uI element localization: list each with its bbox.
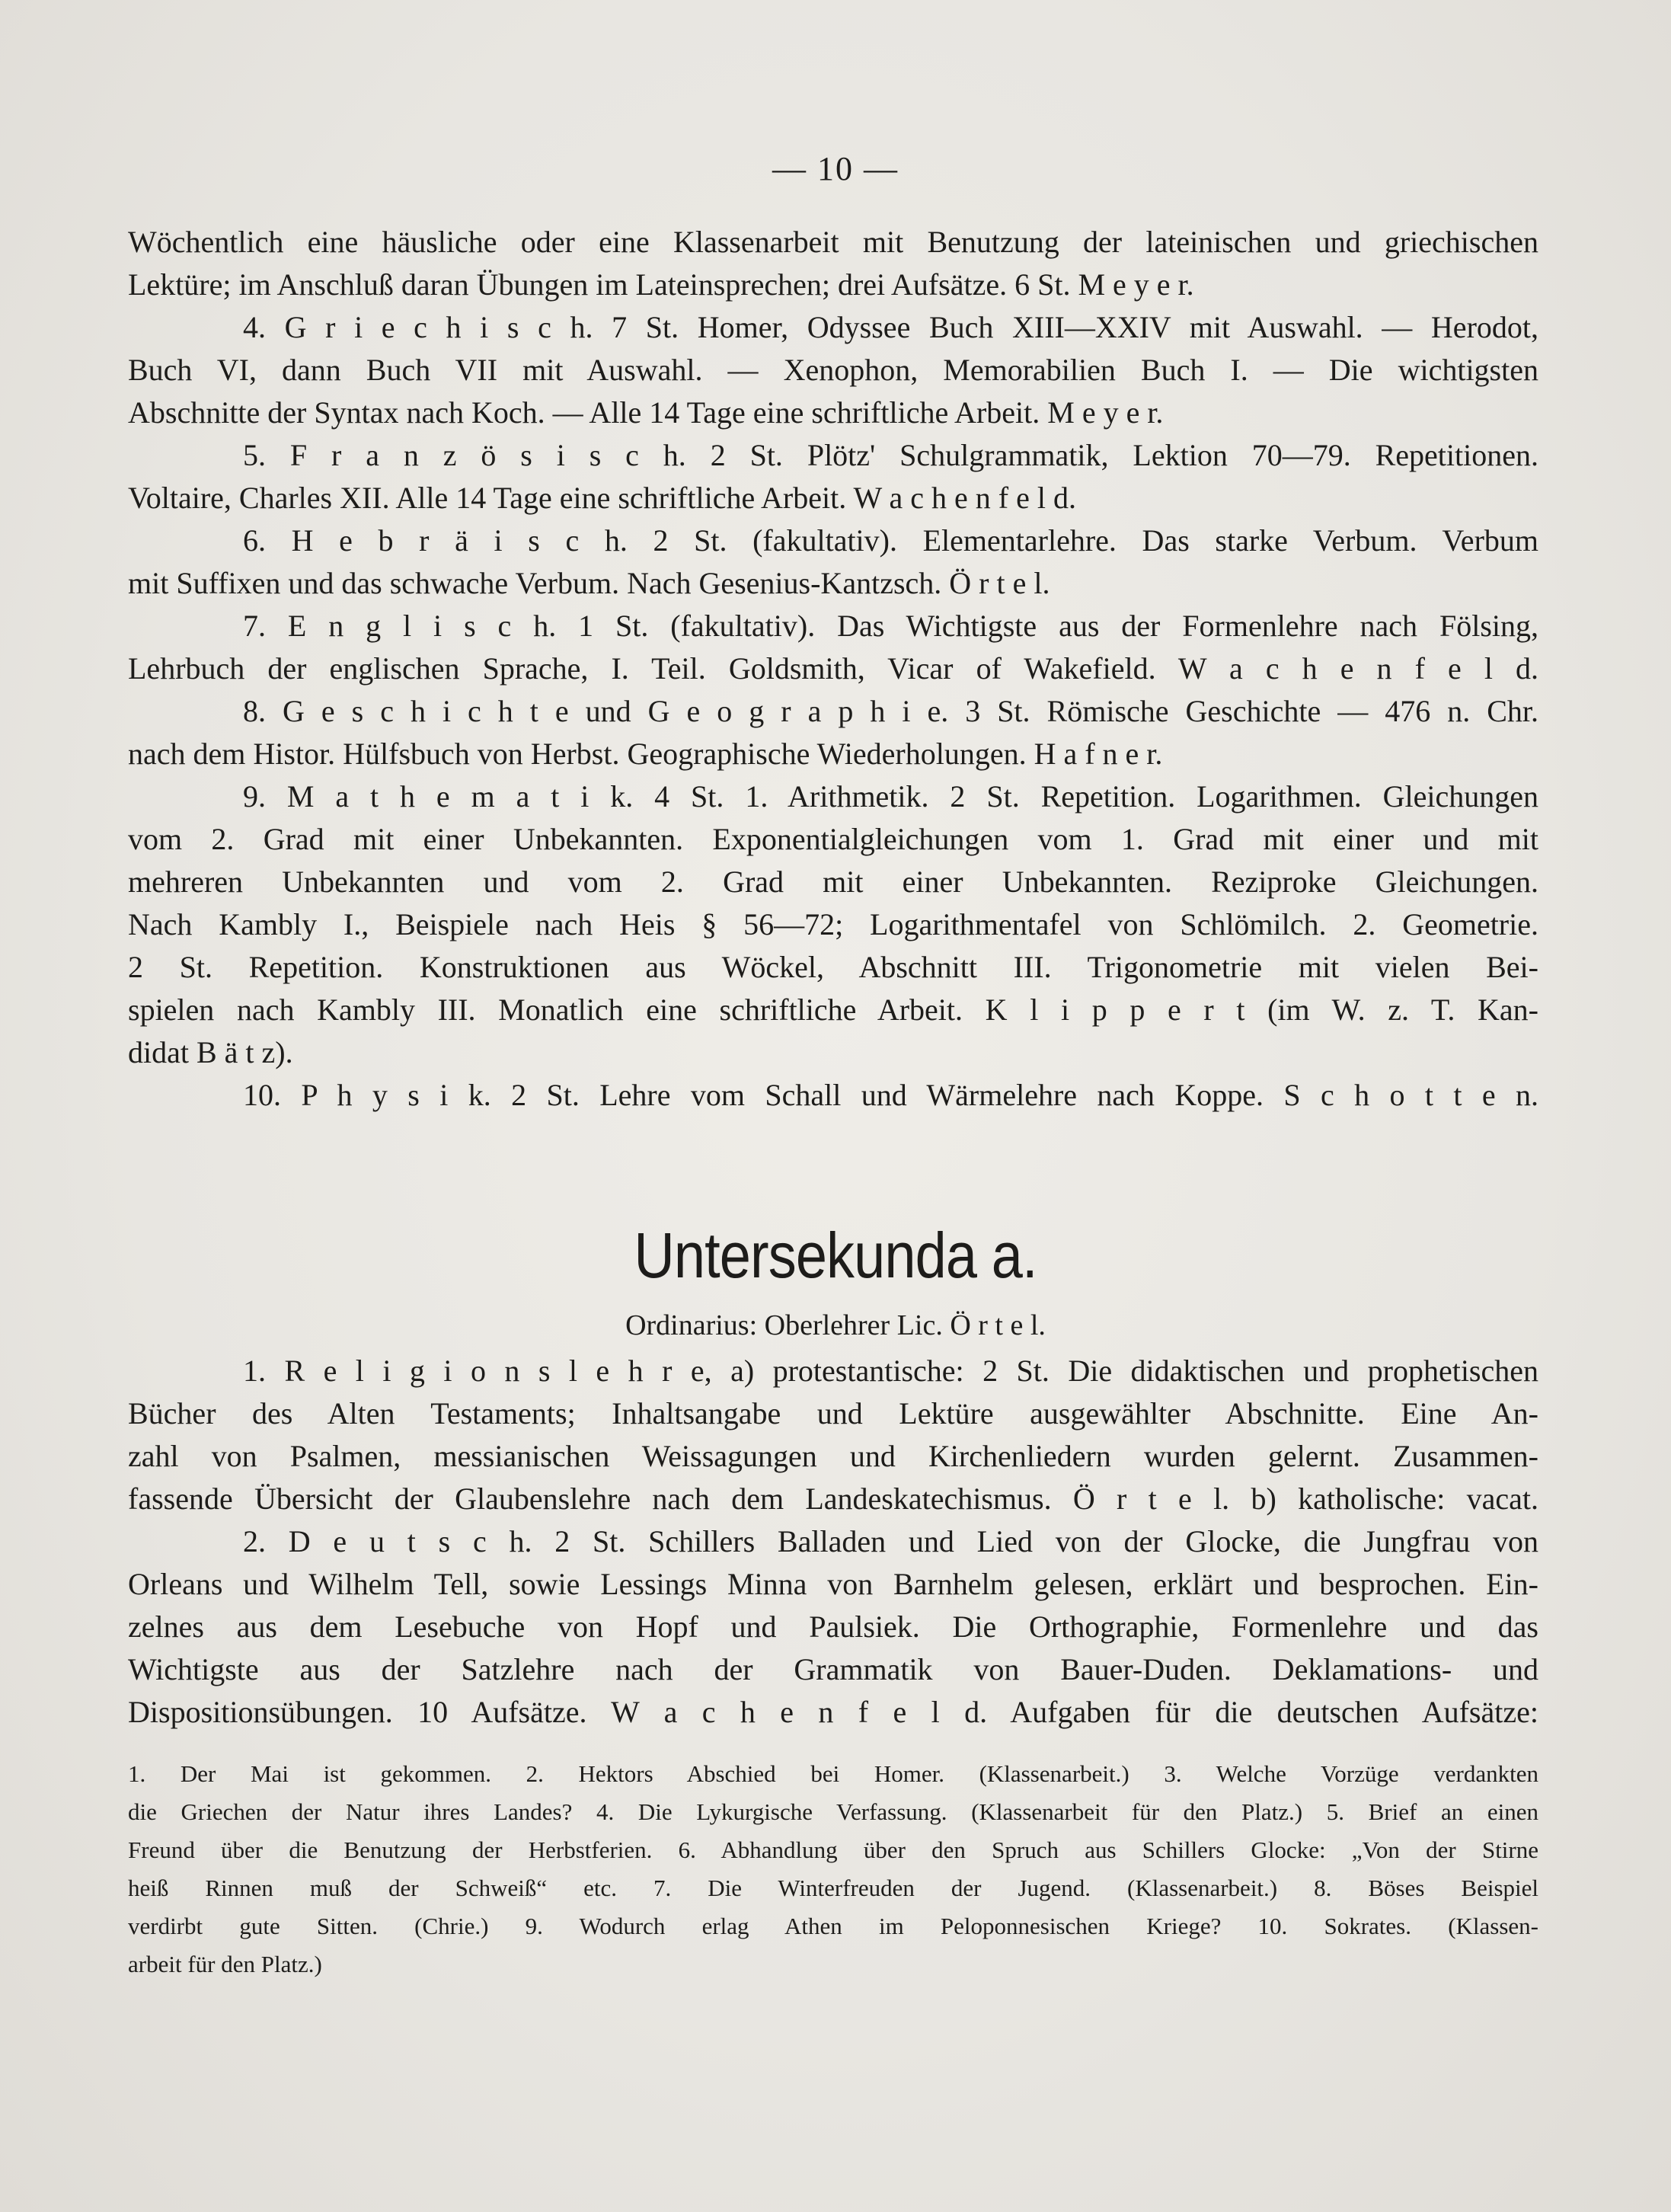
subject-deutsch: 2. D e u t s c h. 2 St. Schillers Balladen und Lied von der Glocke, die Jungfrau von: [243, 1524, 1538, 1558]
subject-mathematik: 9. M a t h e m a t i k. 4 St. 1. Arithmetik. 2 St. Repetition. Logarithmen. Gleichungen: [243, 779, 1538, 814]
text-line: Wöchentlich eine häusliche oder eine Klassenarbeit mit Benutzung der lateinischen und griechischen: [128, 225, 1538, 259]
text-line: spielen nach Kambly III. Monatlich eine schriftliche Arbeit. K l i p p e r t (im W. z. T. Kan-: [128, 993, 1538, 1027]
text-line: Nach Kambly I., Beispiele nach Heis § 56—72; Logarithmentafel von Schlömilch. 2. Geometrie.: [128, 907, 1538, 941]
subject-religionslehre: 1. R e l i g i o n s l e h r e, a) protestantische: 2 St. Die didaktischen und prophetischen: [243, 1354, 1538, 1388]
text-line: fassende Übersicht der Glaubenslehre nach dem Landeskatechismus. Ö r t e l. b) katholische: vacat.: [128, 1482, 1538, 1516]
subject-physik: 10. P h y s i k. 2 St. Lehre vom Schall und Wärmelehre nach Koppe. S c h o t t e n.: [243, 1078, 1538, 1112]
text-line: Voltaire, Charles XII. Alle 14 Tage eine schriftliche Arbeit. W a c h e n f e l d.: [128, 481, 1076, 515]
text-line: Dispositionsübungen. 10 Aufsätze. W a c h e n f e l d. Aufgaben für die deutschen Aufsätze:: [128, 1695, 1538, 1729]
text-line: zahl von Psalmen, messianischen Weissagungen und Kirchenliedern wurden gelernt. Zusammen-: [128, 1439, 1538, 1473]
subject-hebraeisch: 6. H e b r ä i s c h. 2 St. (fakultativ). Elementarlehre. Das starke Verbum. Verbum: [243, 523, 1538, 558]
page-number: — 10 —: [772, 150, 899, 187]
text-line: mehreren Unbekannten und vom 2. Grad mit einer Unbekannten. Reziproke Gleichungen.: [128, 865, 1538, 899]
footnote-line: verdirbt gute Sitten. (Chrie.) 9. Wodurch erlag Athen im Peloponnesischen Kriege? 10. Sokrates. (Klassen-: [128, 1913, 1538, 1939]
footnote-line: heiß Rinnen muß der Schweiß“ etc. 7. Die Winterfreuden der Jugend. (Klassenarbeit.) 8. Böses Beispiel: [128, 1875, 1538, 1901]
text-line: vom 2. Grad mit einer Unbekannten. Exponentialgleichungen vom 1. Grad mit einer und mit: [128, 822, 1538, 856]
text-line: 2 St. Repetition. Konstruktionen aus Wöckel, Abschnitt III. Trigonometrie mit vielen Bei-: [128, 950, 1538, 984]
text-line: Bücher des Alten Testaments; Inhaltsangabe und Lektüre ausgewählter Abschnitte. Eine An-: [128, 1396, 1538, 1430]
footnote-line: 1. Der Mai ist gekommen. 2. Hektors Abschied bei Homer. (Klassenarbeit.) 3. Welche Vorzüge verdankten: [128, 1760, 1538, 1787]
subject-franzoesisch: 5. F r a n z ö s i s c h. 2 St. Plötz' Schulgrammatik, Lektion 70—79. Repetitionen.: [243, 438, 1538, 472]
text-line: Orleans und Wilhelm Tell, sowie Lessings Minna von Barnhelm gelesen, erklärt und besprochen. Ein-: [128, 1567, 1538, 1601]
text-line: Wichtigste aus der Satzlehre nach der Grammatik von Bauer-Duden. Deklamations- und: [128, 1652, 1538, 1686]
text-line: zelnes aus dem Lesebuche von Hopf und Paulsiek. Die Orthographie, Formenlehre und das: [128, 1609, 1538, 1644]
footnote-line: die Griechen der Natur ihres Landes? 4. Die Lykurgische Verfassung. (Klassenarbeit für den Platz.) 5. Brief an einen: [128, 1798, 1538, 1825]
text-line: Abschnitte der Syntax nach Koch. — Alle 14 Tage eine schriftliche Arbeit. M e y e r.: [128, 395, 1164, 430]
section-heading: Untersekunda a.: [634, 1219, 1037, 1291]
section-subheading: Ordinarius: Oberlehrer Lic. Ö r t e l.: [625, 1309, 1046, 1341]
footnote-line: arbeit für den Platz.): [128, 1951, 322, 1977]
text-line: didat B ä t z).: [128, 1035, 293, 1069]
text-line: nach dem Histor. Hülfsbuch von Herbst. Geographische Wiederholungen. H a f n e r.: [128, 737, 1163, 771]
text-line: mit Suffixen und das schwache Verbum. Nach Gesenius-Kantzsch. Ö r t e l.: [128, 566, 1050, 600]
subject-englisch: 7. E n g l i s c h. 1 St. (fakultativ). Das Wichtigste aus der Formenlehre nach Fölsing,: [243, 609, 1538, 643]
text-line: Buch VI, dann Buch VII mit Auswahl. — Xenophon, Memorabilien Buch I. — Die wichtigsten: [128, 353, 1538, 387]
subject-geschichte: 8. G e s c h i c h t e und G e o g r a p h i e. 3 St. Römische Geschichte — 476 n. Chr.: [243, 694, 1538, 728]
text-line: Lehrbuch der englischen Sprache, I. Teil. Goldsmith, Vicar of Wakefield. W a c h e n f e l d.: [128, 651, 1538, 686]
footnote-line: Freund über die Benutzung der Herbstferien. 6. Abhandlung über den Spruch aus Schillers Glocke: „Von der Stirne: [128, 1836, 1538, 1863]
text-line: Lektüre; im Anschluß daran Übungen im Lateinsprechen; drei Aufsätze. 6 St. M e y e r.: [128, 267, 1194, 302]
subject-griechisch: 4. G r i e c h i s c h. 7 St. Homer, Odyssee Buch XIII—XXIV mit Auswahl. — Herodot,: [243, 310, 1538, 344]
